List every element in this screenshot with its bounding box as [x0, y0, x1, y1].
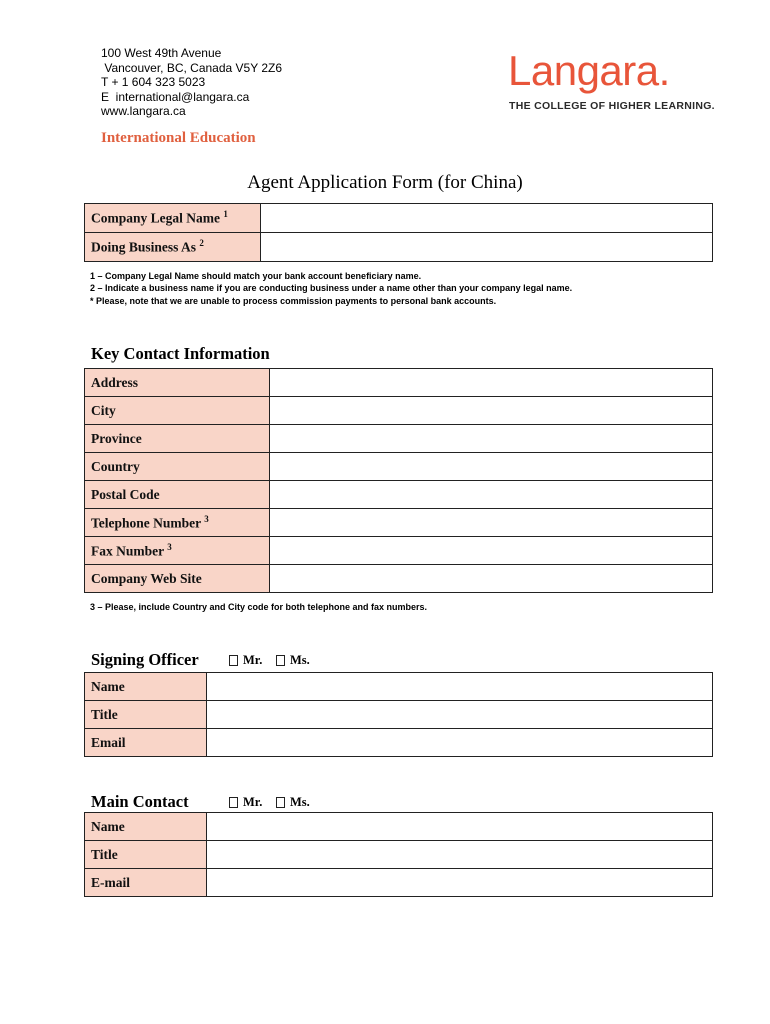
signing-officer-heading: Signing Officer — [91, 650, 199, 669]
contact-name-field[interactable] — [207, 813, 713, 841]
company-table — [84, 203, 713, 262]
telephone-label: Telephone Number $^3$ — [85, 509, 270, 537]
logo-dot: . — [658, 47, 670, 94]
email-line: E international@langara.ca — [101, 89, 250, 104]
phone-fax-note: 3 – Please, include Country and City code for both telephone and fax numbers. — [90, 602, 428, 612]
form-title: Agent Application Form (for China) — [247, 172, 523, 193]
main-contact-mr-option[interactable]: Mr. — [229, 795, 262, 810]
fax-label: Fax Number $^3$ — [85, 537, 270, 565]
phone-line: T + 1 604 323 5023 — [101, 75, 206, 90]
contact-title-field[interactable] — [207, 841, 713, 869]
postal-code-label: Postal Code — [85, 481, 270, 509]
officer-name-label: Name — [85, 673, 207, 701]
contact-email-label: E-mail — [85, 869, 207, 897]
officer-title-label: Title — [85, 701, 207, 729]
note-2: 2 – Indicate a business name if you are conducting business under a name other than your company legal name. — [90, 283, 573, 294]
city-field[interactable] — [270, 397, 713, 425]
officer-title-field[interactable] — [207, 701, 713, 729]
checkbox-icon[interactable] — [276, 797, 285, 808]
logo-text: Langara — [508, 47, 659, 94]
department-name: International Education — [101, 130, 256, 146]
main-contact-table — [84, 812, 713, 897]
logo-tagline: THE COLLEGE OF HIGHER LEARNING. — [509, 100, 715, 112]
key-contact-heading: Key Contact Information — [91, 344, 270, 363]
country-label: Country — [85, 453, 270, 481]
fax-field[interactable] — [270, 537, 713, 565]
signing-officer-table — [84, 672, 713, 757]
return-address — [101, 46, 282, 119]
main-contact-ms-option[interactable]: Ms. — [276, 795, 310, 810]
signing-officer-ms-option[interactable]: Ms. — [276, 653, 310, 668]
contact-name-label: Name — [85, 813, 207, 841]
contact-title-label: Title — [85, 841, 207, 869]
key-contact-table — [84, 368, 713, 593]
checkbox-icon[interactable] — [229, 655, 238, 666]
doing-business-as-field[interactable] — [261, 233, 713, 262]
website-label: Company Web Site — [85, 565, 270, 593]
address-label: Address — [85, 369, 270, 397]
postal-code-field[interactable] — [270, 481, 713, 509]
officer-email-field[interactable] — [207, 729, 713, 757]
province-field[interactable] — [270, 425, 713, 453]
note-1: 1 – Company Legal Name should match your bank account beneficiary name. — [90, 271, 422, 281]
company-notes — [90, 270, 572, 307]
company-legal-name-label: Company Legal Name $^1$ — [85, 204, 261, 233]
langara-logo — [508, 46, 670, 96]
checkbox-icon[interactable] — [276, 655, 285, 666]
main-contact-heading: Main Contact — [91, 792, 189, 811]
note-3: * Please, note that we are unable to process commission payments to personal bank accounts. — [90, 295, 497, 306]
officer-email-label: Email — [85, 729, 207, 757]
province-label: Province — [85, 425, 270, 453]
telephone-field[interactable] — [270, 509, 713, 537]
address-field[interactable] — [270, 369, 713, 397]
website-line: www.langara.ca — [101, 104, 186, 119]
checkbox-icon[interactable] — [229, 797, 238, 808]
officer-name-field[interactable] — [207, 673, 713, 701]
signing-officer-mr-option[interactable]: Mr. — [229, 653, 262, 668]
company-legal-name-field[interactable] — [261, 204, 713, 233]
city-label: City — [85, 397, 270, 425]
doing-business-as-label: Doing Business As $^2$ — [85, 233, 261, 262]
contact-email-field[interactable] — [207, 869, 713, 897]
address-line: Vancouver, BC, Canada V5Y 2Z6 — [101, 60, 283, 75]
country-field[interactable] — [270, 453, 713, 481]
website-field[interactable] — [270, 565, 713, 593]
address-line: 100 West 49th Avenue — [101, 46, 222, 60]
